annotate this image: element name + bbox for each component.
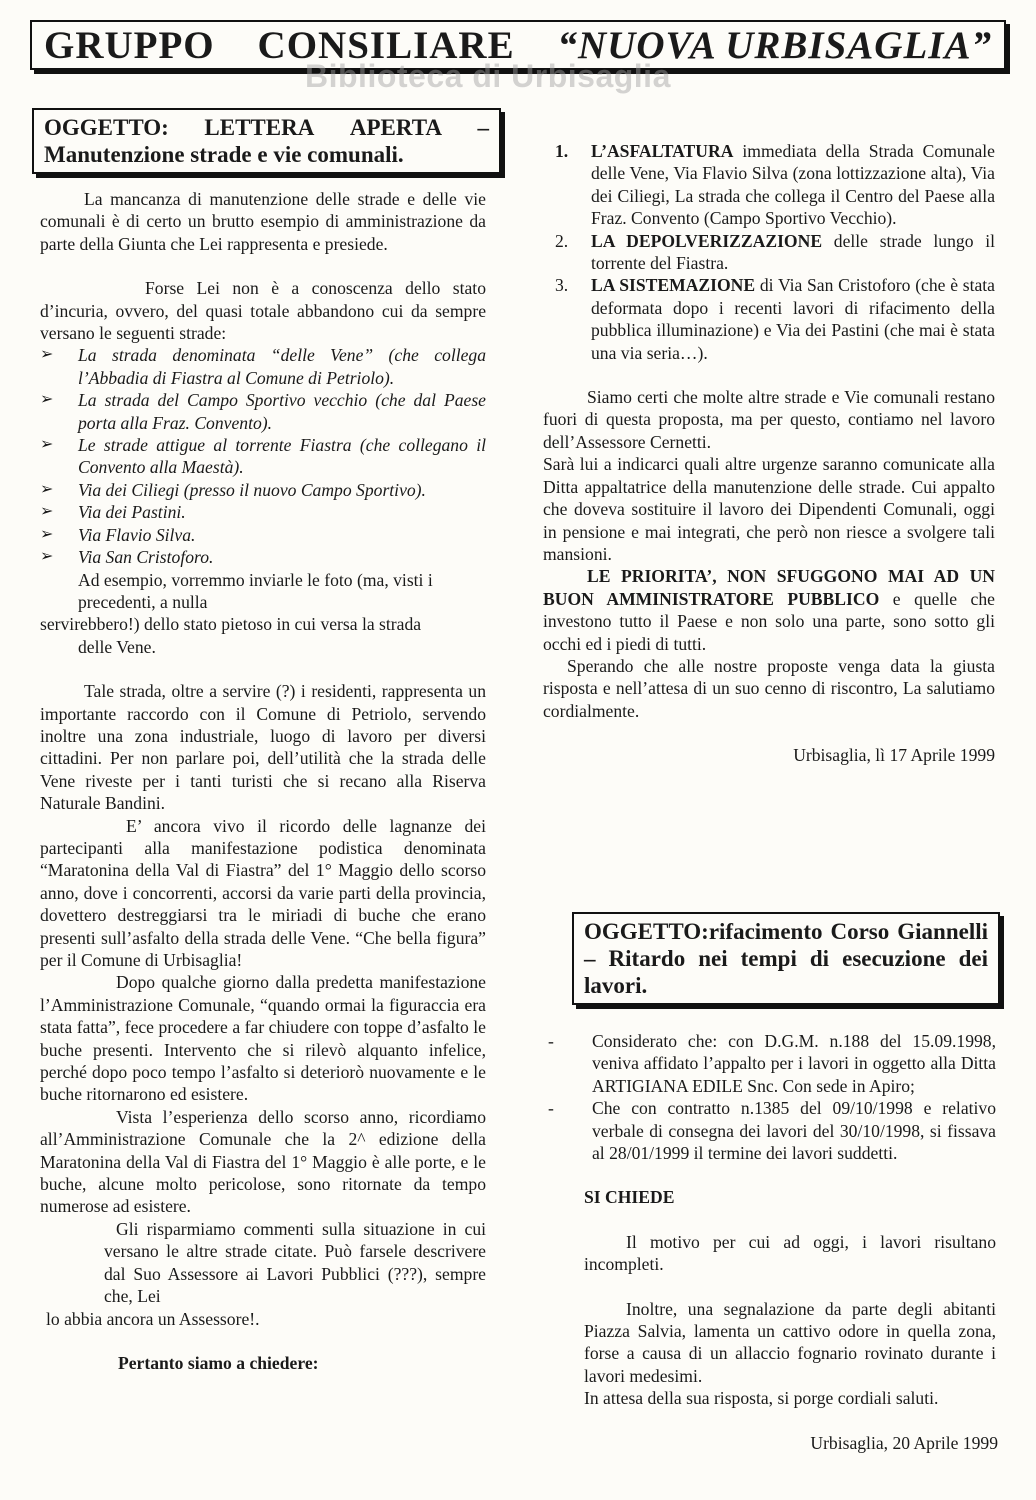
letter1-para13: Sperando che alle nostre proposte venga data la giusta risposta e nell’attesa di un suo cenno di riscontro, La salutiamo cordialmente. bbox=[543, 655, 995, 721]
list-item: ➢ La strada del Campo Sportivo vecchio (che dal Paese porta alla Fraz. Convento). bbox=[40, 390, 486, 433]
library-watermark: Biblioteca di Urbisaglia bbox=[305, 58, 671, 94]
arrow-bullet-icon: ➢ bbox=[40, 436, 54, 454]
letter1-subject-dash: – bbox=[477, 115, 489, 140]
title-word-consiliare: CONSILIARE bbox=[257, 24, 515, 67]
letter2-si-chiede: SI CHIEDE bbox=[584, 1187, 675, 1208]
letter2-para3: In attesa della sua risposta, si porge cordiali saluti. bbox=[584, 1388, 939, 1409]
arrow-bullet-icon: ➢ bbox=[40, 548, 54, 566]
arrow-bullet-icon: ➢ bbox=[40, 480, 54, 498]
request-list bbox=[555, 140, 995, 364]
right-column bbox=[543, 140, 995, 767]
list-item: 3. LA SISTEMAZIONE di Via San Cristoforo (che è stata deformata dopo i recenti lavori di rifacimento della pubblica illuminazione) e Via dei Pastini (che mai è stata una via seria…). bbox=[555, 275, 995, 363]
list-item: - Che con contratto n.1385 del 09/10/1998 e relativo verbale di consegna dei lavori del 30/10/1998, si fissava al 28/01/1999 il termine dei lavori suddetti. bbox=[548, 1098, 996, 1164]
title-word-gruppo: GRUPPO bbox=[44, 24, 215, 67]
arrow-bullet-icon: ➢ bbox=[40, 391, 54, 409]
letter1-subject-word2: APERTA bbox=[349, 115, 442, 140]
letter1-para4: Tale strada, oltre a servire (?) i residenti, rappresenta un importante raccordo con il Comune di Petriolo, servendo inoltre una zona industriale, luogo di lavoro per diversi cittadini. Per non parlare poi, dell’utilità che la strada delle Vene riveste per i tanti turisti che si recano alla Riserva Naturale Bandini. bbox=[40, 681, 486, 814]
letter2-subject-box bbox=[572, 912, 1000, 1005]
letter1-para10: Siamo certi che molte altre strade e Vie comunali restano fuori di questa proposta, ma per questo, contiamo nel lavoro dell’Assessore Cernetti. bbox=[543, 387, 995, 452]
street-list bbox=[40, 344, 486, 568]
list-item: ➢ Le strade attigue al torrente Fiastra (che collegano il Convento alla Maestà). bbox=[40, 435, 486, 478]
letter2-para1: Il motivo per cui ad oggi, i lavori risultano incompleti. bbox=[584, 1231, 996, 1275]
list-item: ➢ La strada denominata “delle Vene” (che collega l’Abbadia di Fiastra al Comune di Petriolo). bbox=[40, 345, 486, 388]
letter1-para2: Forse Lei non è a conoscenza dello stato d’incuria, ovvero, del quasi totale abbandono cui da sempre versano le seguenti strade: bbox=[40, 278, 486, 344]
list-item: 2. LA DEPOLVERIZZAZIONE delle strade lungo il torrente del Fiastra. bbox=[555, 230, 995, 274]
letter1-subject-label: OGGETTO: bbox=[44, 115, 169, 140]
list-item: - Considerato che: con D.G.M. n.188 del 15.09.1998, veniva affidato l’appalto per i lavori in oggetto alla Ditta ARTIGIANA EDILE Snc. Con sede in Apiro; bbox=[548, 1031, 996, 1096]
letter1-subject-line2: Manutenzione strade e vie comunali. bbox=[44, 142, 404, 167]
letter1-para3c: delle Vene. bbox=[78, 636, 156, 657]
list-item: ➢ Via Flavio Silva. bbox=[40, 524, 196, 545]
letter2-para2: Inoltre, una segnalazione da parte degli abitanti Piazza Salvia, lamenta un cattivo odore in quella zona, forse a causa di un allaccio fognario rovinato durante i lavori medesimi. bbox=[584, 1298, 996, 1386]
letter2-body bbox=[548, 1030, 996, 1454]
arrow-bullet-icon: ➢ bbox=[40, 525, 54, 543]
letter1-para8a: Gli risparmiamo commenti sulla situazione in cui versano le altre strade citate. Può farsele descrivere dal Suo Assessore ai Lavori Pubblici (???), sempre che, Lei bbox=[104, 1218, 486, 1307]
letter1-para6: Dopo qualche giorno dalla predetta manifestazione l’Amministrazione Comunale, “quando ormai la figuraccia era stata fatta”, fece procedere a far chiudere con toppe d’asfalto le buche presenti. Intervento che si rilevò alquanto infelice, perché dopo poco tempo l’asfalto si deteriorò nuovamente e le buche ritornarono ed esistere. bbox=[40, 972, 486, 1105]
letter1-para12: LE PRIORITA’, NON SFUGGONO MAI AD UN BUON AMMINISTRATORE PUBBLICO e quelle che investono tutto il Paese e non solo una parte, sono sotto gli occhi ed i piedi di tutti. bbox=[543, 566, 995, 654]
arrow-bullet-icon: ➢ bbox=[40, 503, 54, 521]
letter1-para3a: Ad esempio, vorremmo inviarle le foto (ma, visti i precedenti, a nulla bbox=[78, 569, 433, 612]
letter1-para8b: lo abbia ancora un Assessore!. bbox=[46, 1308, 260, 1329]
list-item: ➢ Via dei Ciliegi (presso il nuovo Campo Sportivo). bbox=[40, 479, 426, 500]
letter1-para1: La mancanza di manutenzione delle strade e delle vie comunali è di certo un brutto esempio di amministrazione da parte della Giunta che Lei rappresenta e presiede. bbox=[40, 189, 486, 254]
list-item: ➢ Via dei Pastini. bbox=[40, 502, 186, 523]
left-column bbox=[40, 188, 486, 1374]
letter1-para11: Sarà lui a indicarci quali altre urgenze saranno comunicate alla Ditta appaltatrice della manutenzione delle strade. Cui appalto che doveva sostituire il lavoro dei Dipendenti Comunali, oggi in pensione e mai integrati, che però non riesce a svolgere tali mansioni. bbox=[543, 454, 995, 564]
title-group-name: “NUOVA URBISAGLIA” bbox=[557, 24, 992, 67]
letter1-para3b: servirebbero!) dello stato pietoso in cui versa la strada bbox=[40, 614, 422, 635]
letter2-considerations bbox=[548, 1030, 996, 1164]
letter1-signoff: Urbisaglia, lì 17 Aprile 1999 bbox=[793, 745, 995, 766]
letter1-subject-box bbox=[32, 108, 501, 174]
arrow-bullet-icon: ➢ bbox=[40, 346, 54, 364]
letter1-para7: Vista l’esperienza dello scorso anno, ricordiamo all’Amministrazione Comunale che la 2^ edizione della Maratonina della Val di Fiastra del 1° Maggio è alle porte, e le buche, alcune molto pericolose, sono ritornate da tempo numerose ad esistere. bbox=[40, 1106, 486, 1217]
list-item: ➢ Via San Cristoforo. bbox=[40, 547, 214, 568]
letter2-subject: OGGETTO:rifacimento Corso Giannelli – Ritardo nei tempi di esecuzione dei lavori. bbox=[584, 919, 988, 998]
letter1-para9: Pertanto siamo a chiedere: bbox=[118, 1352, 319, 1373]
letter2-signoff: Urbisaglia, 20 Aprile 1999 bbox=[810, 1432, 998, 1453]
list-item: 1. L’ASFALTATURA immediata della Strada Comunale delle Vene, Via Flavio Silva (zona lottizzazione alta), Via dei Ciliegi, La strada che collega il Centro del Paese alla Fraz. Convento (Campo Sportivo Vecchio). bbox=[555, 141, 995, 229]
letter1-subject-word1: LETTERA bbox=[204, 115, 315, 140]
letter1-para5: E’ ancora vivo il ricordo delle lagnanze dei partecipanti alla manifestazione podistica denominata “Maratonina della Val di Fiastra” del 1° Maggio dello scorso anno, dove i concorrenti, accorsi da varie parti della provincia, dovettero destreggiarsi tra le miriadi di buche che erano presenti sull’asfalto della strada delle Vene. “Che bella figura” per il Comune di Urbisaglia! bbox=[40, 815, 486, 970]
